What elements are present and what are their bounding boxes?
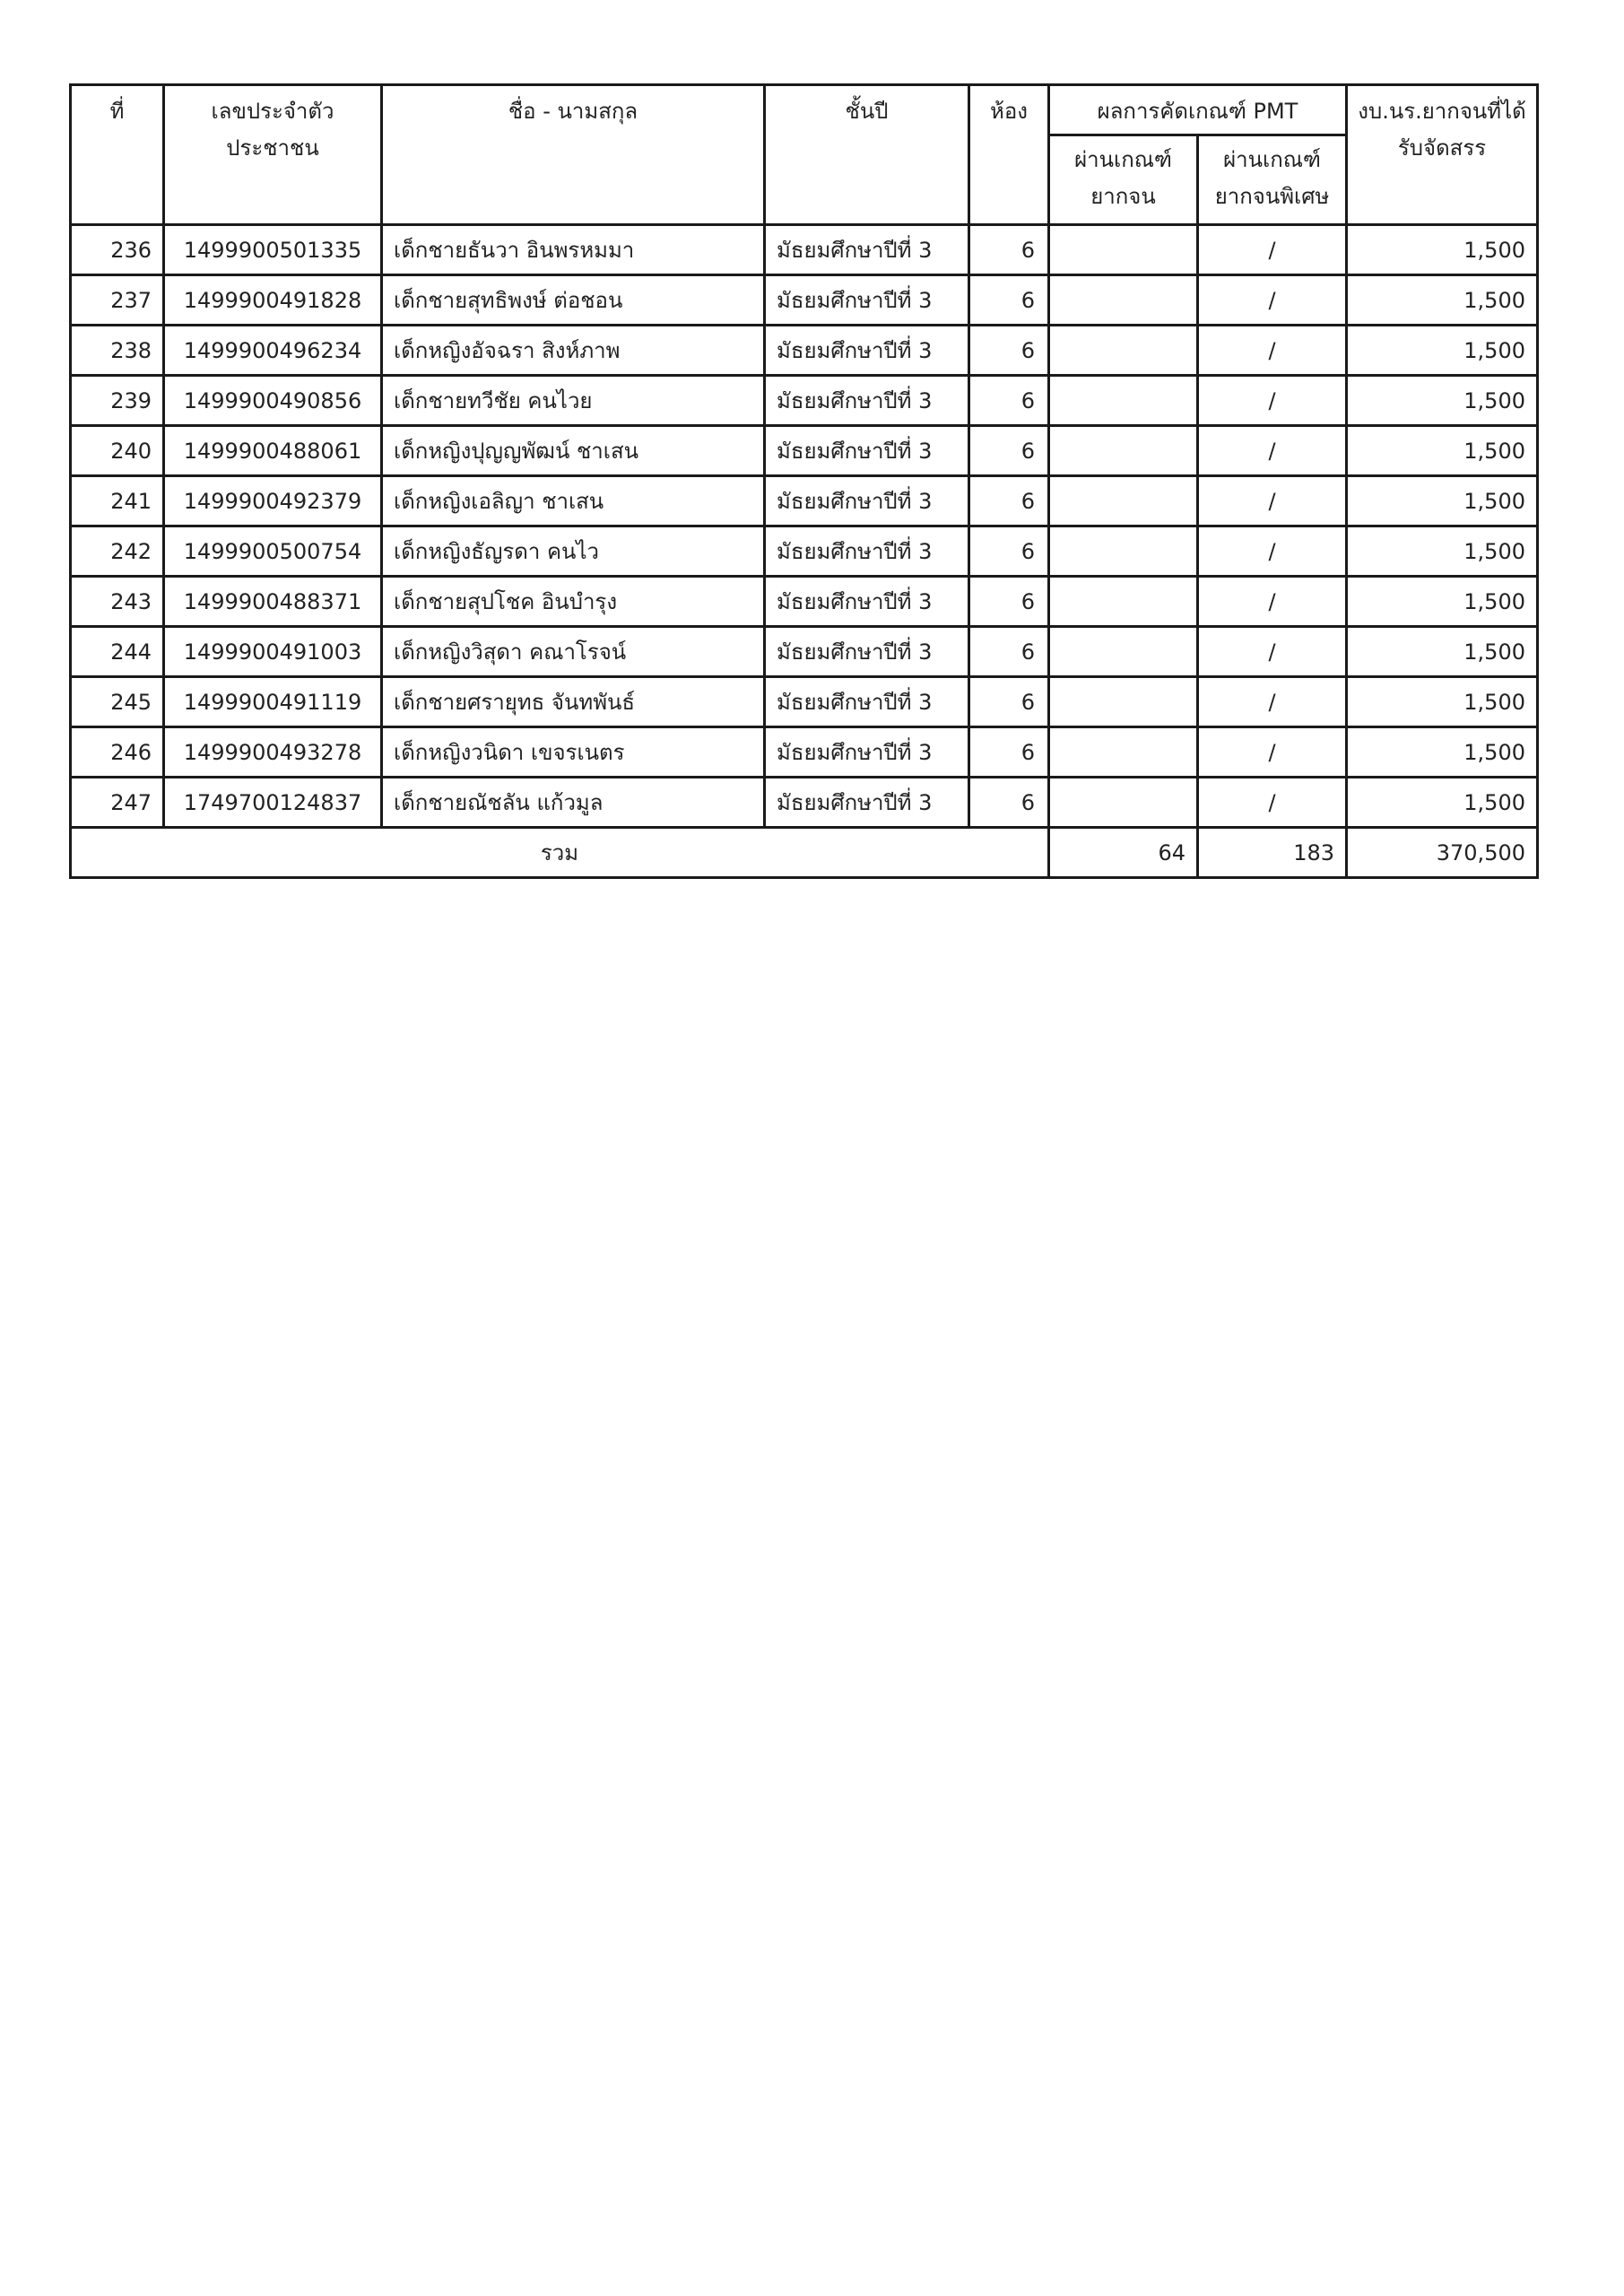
cell-pass-poor — [1049, 326, 1198, 376]
cell-pass-poor — [1049, 727, 1198, 778]
cell-no: 237 — [71, 275, 164, 326]
table-row — [71, 225, 1538, 275]
cell-pass-poor — [1049, 677, 1198, 727]
cell-pass-special: / — [1198, 677, 1347, 727]
cell-room: 6 — [969, 326, 1049, 376]
cell-grade: มัธยมศึกษาปีที่ 3 — [765, 577, 969, 627]
cell-budget: 1,500 — [1347, 778, 1538, 828]
table-row — [71, 476, 1538, 526]
header-pass-special-line2: ยากจนพิเศษ — [1214, 184, 1330, 209]
header-no: ที่ — [71, 85, 164, 225]
cell-pass-poor — [1049, 476, 1198, 526]
cell-grade: มัธยมศึกษาปีที่ 3 — [765, 526, 969, 577]
cell-citizen-id: 1499900501335 — [164, 225, 382, 275]
cell-budget: 1,500 — [1347, 627, 1538, 677]
cell-pass-special: / — [1198, 225, 1347, 275]
cell-name: เด็กหญิงวนิดา เขจรเนตร — [382, 727, 765, 778]
cell-room: 6 — [969, 577, 1049, 627]
header-pmt-result: ผลการคัดเกณฑ์ PMT — [1049, 85, 1347, 135]
cell-budget: 1,500 — [1347, 476, 1538, 526]
cell-no: 247 — [71, 778, 164, 828]
cell-citizen-id: 1499900496234 — [164, 326, 382, 376]
cell-pass-poor — [1049, 526, 1198, 577]
cell-room: 6 — [969, 677, 1049, 727]
cell-pass-special: / — [1198, 727, 1347, 778]
cell-budget: 1,500 — [1347, 727, 1538, 778]
cell-pass-special: / — [1198, 426, 1347, 476]
cell-no: 238 — [71, 326, 164, 376]
total-pass-special: 183 — [1198, 828, 1347, 878]
cell-grade: มัธยมศึกษาปีที่ 3 — [765, 627, 969, 677]
cell-no: 239 — [71, 376, 164, 426]
header-citizen-id — [164, 85, 382, 225]
cell-pass-poor — [1049, 426, 1198, 476]
cell-grade: มัธยมศึกษาปีที่ 3 — [765, 225, 969, 275]
cell-name: เด็กชายศรายุทธ จันทพันธ์ — [382, 677, 765, 727]
cell-citizen-id: 1499900490856 — [164, 376, 382, 426]
cell-citizen-id: 1499900492379 — [164, 476, 382, 526]
cell-name: เด็กหญิงปุญญพัฒน์ ชาเสน — [382, 426, 765, 476]
table-row — [71, 627, 1538, 677]
cell-pass-special: / — [1198, 778, 1347, 828]
table-row — [71, 677, 1538, 727]
table-row — [71, 326, 1538, 376]
cell-budget: 1,500 — [1347, 426, 1538, 476]
cell-citizen-id: 1499900491119 — [164, 677, 382, 727]
cell-name: เด็กชายสุปโชค อินบำรุง — [382, 577, 765, 627]
cell-pass-poor — [1049, 275, 1198, 326]
cell-grade: มัธยมศึกษาปีที่ 3 — [765, 376, 969, 426]
cell-no: 244 — [71, 627, 164, 677]
cell-no: 246 — [71, 727, 164, 778]
header-budget-line1: งบ.นร.ยากจนที่ได้ — [1358, 99, 1526, 124]
cell-no: 240 — [71, 426, 164, 476]
cell-name: เด็กหญิงเอลิญา ชาเสน — [382, 476, 765, 526]
cell-grade: มัธยมศึกษาปีที่ 3 — [765, 677, 969, 727]
cell-budget: 1,500 — [1347, 526, 1538, 577]
cell-pass-special: / — [1198, 526, 1347, 577]
cell-room: 6 — [969, 526, 1049, 577]
cell-name: เด็กหญิงอัจฉรา สิงห์ภาพ — [382, 326, 765, 376]
cell-pass-special: / — [1198, 577, 1347, 627]
cell-budget: 1,500 — [1347, 275, 1538, 326]
cell-no: 236 — [71, 225, 164, 275]
header-name: ชื่อ - นามสกุล — [382, 85, 765, 225]
header-pass-poor-line1: ผ่านเกณฑ์ — [1074, 147, 1172, 172]
cell-citizen-id: 1499900493278 — [164, 727, 382, 778]
cell-name: เด็กชายธันวา อินพรหมมา — [382, 225, 765, 275]
total-pass-poor: 64 — [1049, 828, 1198, 878]
cell-pass-special: / — [1198, 476, 1347, 526]
cell-pass-special: / — [1198, 376, 1347, 426]
total-budget: 370,500 — [1347, 828, 1538, 878]
header-budget — [1347, 85, 1538, 225]
cell-pass-special: / — [1198, 326, 1347, 376]
cell-grade: มัธยมศึกษาปีที่ 3 — [765, 426, 969, 476]
cell-name: เด็กชายสุทธิพงษ์ ต่อชอน — [382, 275, 765, 326]
header-room: ห้อง — [969, 85, 1049, 225]
cell-room: 6 — [969, 627, 1049, 677]
cell-grade: มัธยมศึกษาปีที่ 3 — [765, 476, 969, 526]
table-row — [71, 577, 1538, 627]
cell-pass-poor — [1049, 225, 1198, 275]
cell-no: 243 — [71, 577, 164, 627]
header-pass-poor-line2: ยากจน — [1090, 184, 1156, 209]
cell-no: 241 — [71, 476, 164, 526]
cell-pass-poor — [1049, 778, 1198, 828]
cell-name: เด็กชายณัชลัน แก้วมูล — [382, 778, 765, 828]
header-citizen-id-line2: ประชาชน — [226, 135, 319, 161]
header-grade: ชั้นปี — [765, 85, 969, 225]
header-budget-line2: รับจัดสรร — [1397, 135, 1487, 161]
table-row — [71, 778, 1538, 828]
cell-room: 6 — [969, 275, 1049, 326]
cell-grade: มัธยมศึกษาปีที่ 3 — [765, 326, 969, 376]
cell-room: 6 — [969, 426, 1049, 476]
table-row — [71, 275, 1538, 326]
cell-name: เด็กหญิงวิสุดา คณาโรจน์ — [382, 627, 765, 677]
cell-budget: 1,500 — [1347, 577, 1538, 627]
table-row — [71, 727, 1538, 778]
cell-name: เด็กหญิงธัญรดา คนไว — [382, 526, 765, 577]
table-row — [71, 526, 1538, 577]
cell-room: 6 — [969, 778, 1049, 828]
cell-no: 242 — [71, 526, 164, 577]
cell-budget: 1,500 — [1347, 225, 1538, 275]
cell-grade: มัธยมศึกษาปีที่ 3 — [765, 778, 969, 828]
cell-budget: 1,500 — [1347, 326, 1538, 376]
cell-citizen-id: 1499900488371 — [164, 577, 382, 627]
cell-citizen-id: 1499900491003 — [164, 627, 382, 677]
cell-pass-special: / — [1198, 627, 1347, 677]
cell-room: 6 — [969, 727, 1049, 778]
cell-name: เด็กชายทวีชัย คนไวย — [382, 376, 765, 426]
cell-pass-poor — [1049, 627, 1198, 677]
cell-room: 6 — [969, 376, 1049, 426]
cell-grade: มัธยมศึกษาปีที่ 3 — [765, 275, 969, 326]
cell-budget: 1,500 — [1347, 376, 1538, 426]
table-row — [71, 426, 1538, 476]
cell-citizen-id: 1749700124837 — [164, 778, 382, 828]
cell-no: 245 — [71, 677, 164, 727]
total-row — [71, 828, 1538, 878]
cell-room: 6 — [969, 476, 1049, 526]
total-label: รวม — [71, 828, 1049, 878]
cell-pass-poor — [1049, 577, 1198, 627]
header-pass-special-line1: ผ่านเกณฑ์ — [1223, 147, 1321, 172]
header-citizen-id-line1: เลขประจำตัว — [211, 99, 334, 124]
cell-budget: 1,500 — [1347, 677, 1538, 727]
header-pass-special — [1198, 135, 1347, 225]
cell-citizen-id: 1499900488061 — [164, 426, 382, 476]
student-pmt-table — [69, 83, 1539, 879]
cell-room: 6 — [969, 225, 1049, 275]
cell-pass-special: / — [1198, 275, 1347, 326]
cell-grade: มัธยมศึกษาปีที่ 3 — [765, 727, 969, 778]
cell-citizen-id: 1499900491828 — [164, 275, 382, 326]
header-pass-poor — [1049, 135, 1198, 225]
cell-citizen-id: 1499900500754 — [164, 526, 382, 577]
table-row — [71, 376, 1538, 426]
cell-pass-poor — [1049, 376, 1198, 426]
